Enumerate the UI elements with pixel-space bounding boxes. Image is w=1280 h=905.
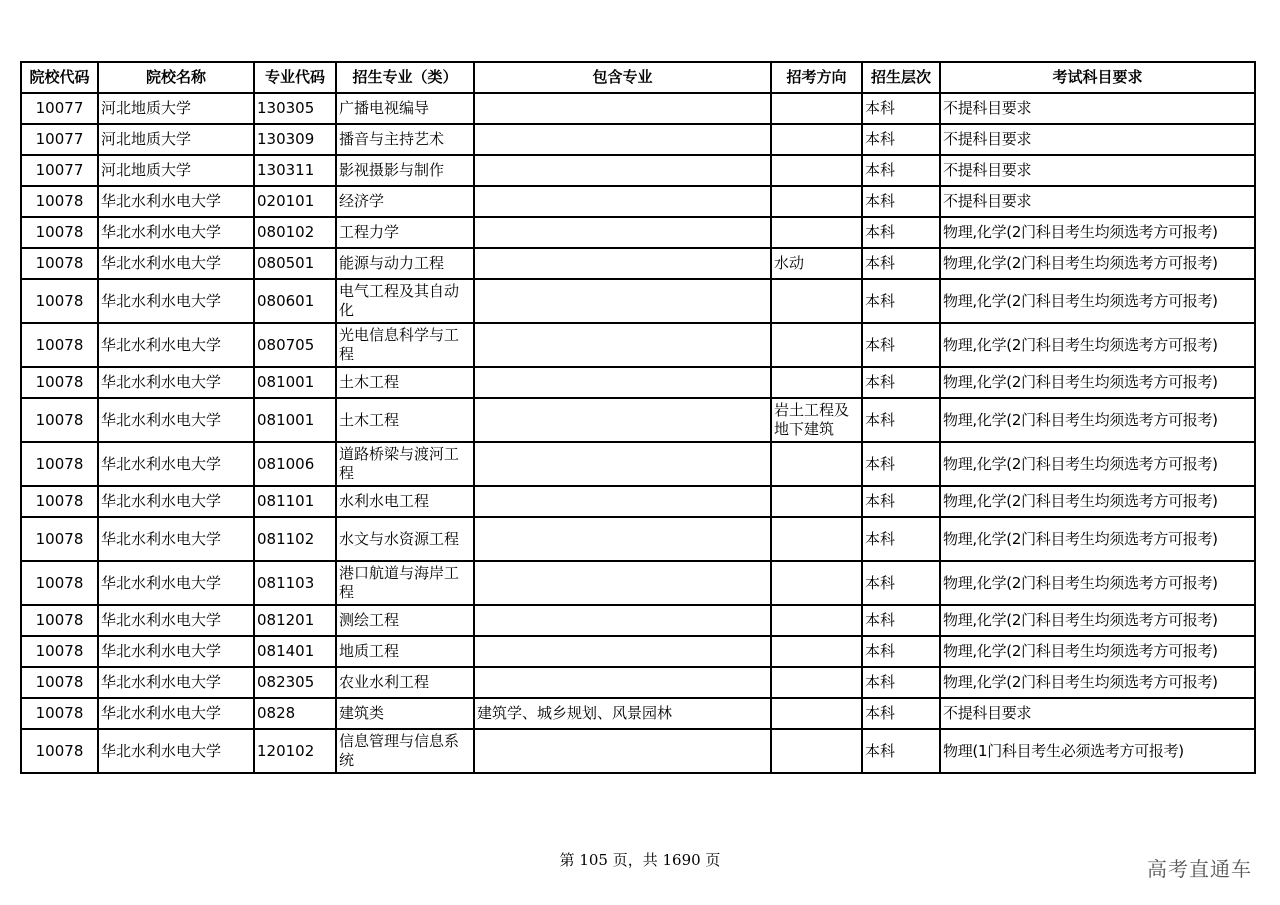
- table-row: [21, 323, 1255, 367]
- school-name-cell: 华北水利水电大学: [98, 442, 254, 486]
- table-row: [21, 605, 1255, 636]
- major-cell: 水利水电工程: [336, 486, 474, 517]
- school-name-cell: 华北水利水电大学: [98, 729, 254, 773]
- school-name-cell: 华北水利水电大学: [98, 279, 254, 323]
- included-majors-cell: [474, 398, 771, 442]
- major-code-cell: 080501: [254, 248, 336, 279]
- major-cell: 电气工程及其自动化: [336, 279, 474, 323]
- level-cell: 本科: [862, 124, 940, 155]
- table-row: [21, 367, 1255, 398]
- included-majors-cell: [474, 279, 771, 323]
- header-subject-requirement: 考试科目要求: [940, 62, 1255, 93]
- subject-requirement-cell: 物理,化学(2门科目考生均须选考方可报考): [940, 561, 1255, 605]
- level-cell: 本科: [862, 667, 940, 698]
- subject-requirement-cell: 不提科目要求: [940, 698, 1255, 729]
- school-code-cell: 10078: [21, 217, 98, 248]
- school-code-cell: 10078: [21, 636, 98, 667]
- school-code-cell: 10078: [21, 442, 98, 486]
- subject-requirement-cell: 不提科目要求: [940, 155, 1255, 186]
- direction-cell: [771, 605, 862, 636]
- direction-cell: [771, 442, 862, 486]
- major-code-cell: 130309: [254, 124, 336, 155]
- direction-cell: [771, 729, 862, 773]
- level-cell: 本科: [862, 636, 940, 667]
- major-code-cell: 082305: [254, 667, 336, 698]
- subject-requirement-cell: 物理,化学(2门科目考生均须选考方可报考): [940, 605, 1255, 636]
- major-code-cell: 081001: [254, 398, 336, 442]
- included-majors-cell: [474, 124, 771, 155]
- major-cell: 港口航道与海岸工程: [336, 561, 474, 605]
- level-cell: 本科: [862, 486, 940, 517]
- included-majors-cell: [474, 442, 771, 486]
- major-code-cell: 081401: [254, 636, 336, 667]
- level-cell: 本科: [862, 248, 940, 279]
- school-name-cell: 华北水利水电大学: [98, 517, 254, 561]
- level-cell: 本科: [862, 323, 940, 367]
- direction-cell: 水动: [771, 248, 862, 279]
- included-majors-cell: [474, 93, 771, 124]
- header-included-majors: 包含专业: [474, 62, 771, 93]
- major-code-cell: 081103: [254, 561, 336, 605]
- school-code-cell: 10078: [21, 667, 98, 698]
- table-row: [21, 186, 1255, 217]
- school-name-cell: 华北水利水电大学: [98, 636, 254, 667]
- direction-cell: [771, 486, 862, 517]
- page-number: 第 105 页，共 1690 页: [559, 851, 721, 869]
- included-majors-cell: [474, 486, 771, 517]
- major-cell: 播音与主持艺术: [336, 124, 474, 155]
- direction-cell: [771, 667, 862, 698]
- table-row: [21, 248, 1255, 279]
- school-code-cell: 10078: [21, 279, 98, 323]
- major-cell: 土木工程: [336, 367, 474, 398]
- table-body: [21, 93, 1255, 773]
- school-code-cell: 10078: [21, 605, 98, 636]
- included-majors-cell: [474, 248, 771, 279]
- included-majors-cell: [474, 186, 771, 217]
- major-code-cell: 081102: [254, 517, 336, 561]
- major-cell: 测绘工程: [336, 605, 474, 636]
- school-code-cell: 10078: [21, 248, 98, 279]
- level-cell: 本科: [862, 442, 940, 486]
- major-code-cell: 130311: [254, 155, 336, 186]
- school-code-cell: 10078: [21, 323, 98, 367]
- direction-cell: [771, 124, 862, 155]
- school-code-cell: 10078: [21, 729, 98, 773]
- major-cell: 经济学: [336, 186, 474, 217]
- school-code-cell: 10078: [21, 367, 98, 398]
- school-name-cell: 河北地质大学: [98, 155, 254, 186]
- direction-cell: [771, 155, 862, 186]
- school-name-cell: 华北水利水电大学: [98, 698, 254, 729]
- table-row: [21, 442, 1255, 486]
- table-row: [21, 486, 1255, 517]
- table-row: [21, 698, 1255, 729]
- major-cell: 能源与动力工程: [336, 248, 474, 279]
- table-row: [21, 279, 1255, 323]
- direction-cell: [771, 323, 862, 367]
- table-row: [21, 217, 1255, 248]
- included-majors-cell: [474, 561, 771, 605]
- included-majors-cell: [474, 667, 771, 698]
- level-cell: 本科: [862, 561, 940, 605]
- major-code-cell: 080601: [254, 279, 336, 323]
- major-cell: 工程力学: [336, 217, 474, 248]
- level-cell: 本科: [862, 398, 940, 442]
- major-code-cell: 120102: [254, 729, 336, 773]
- included-majors-cell: [474, 517, 771, 561]
- level-cell: 本科: [862, 605, 940, 636]
- direction-cell: 岩土工程及地下建筑: [771, 398, 862, 442]
- major-cell: 水文与水资源工程: [336, 517, 474, 561]
- major-cell: 影视摄影与制作: [336, 155, 474, 186]
- school-name-cell: 华北水利水电大学: [98, 605, 254, 636]
- major-code-cell: 081006: [254, 442, 336, 486]
- subject-requirement-cell: 物理,化学(2门科目考生均须选考方可报考): [940, 279, 1255, 323]
- direction-cell: [771, 561, 862, 605]
- major-code-cell: 080102: [254, 217, 336, 248]
- subject-requirement-cell: 物理,化学(2门科目考生均须选考方可报考): [940, 367, 1255, 398]
- subject-requirement-cell: 物理,化学(2门科目考生均须选考方可报考): [940, 217, 1255, 248]
- school-name-cell: 华北水利水电大学: [98, 186, 254, 217]
- included-majors-cell: [474, 605, 771, 636]
- subject-requirement-cell: 不提科目要求: [940, 93, 1255, 124]
- direction-cell: [771, 186, 862, 217]
- school-code-cell: 10078: [21, 698, 98, 729]
- table-row: [21, 124, 1255, 155]
- level-cell: 本科: [862, 698, 940, 729]
- major-cell: 道路桥梁与渡河工程: [336, 442, 474, 486]
- subject-requirement-cell: 不提科目要求: [940, 124, 1255, 155]
- major-code-cell: 0828: [254, 698, 336, 729]
- direction-cell: [771, 279, 862, 323]
- major-cell: 土木工程: [336, 398, 474, 442]
- major-code-cell: 081001: [254, 367, 336, 398]
- included-majors-cell: [474, 729, 771, 773]
- included-majors-cell: 建筑学、城乡规划、风景园林: [474, 698, 771, 729]
- subject-requirement-cell: 物理,化学(2门科目考生均须选考方可报考): [940, 398, 1255, 442]
- header-level: 招生层次: [862, 62, 940, 93]
- school-code-cell: 10078: [21, 517, 98, 561]
- school-name-cell: 华北水利水电大学: [98, 667, 254, 698]
- included-majors-cell: [474, 155, 771, 186]
- major-cell: 信息管理与信息系统: [336, 729, 474, 773]
- level-cell: 本科: [862, 729, 940, 773]
- major-code-cell: 081201: [254, 605, 336, 636]
- header-school-name: 院校名称: [98, 62, 254, 93]
- admission-table: [20, 61, 1256, 774]
- school-code-cell: 10077: [21, 93, 98, 124]
- school-name-cell: 华北水利水电大学: [98, 561, 254, 605]
- level-cell: 本科: [862, 517, 940, 561]
- table-row: [21, 636, 1255, 667]
- included-majors-cell: [474, 217, 771, 248]
- header-major: 招生专业（类）: [336, 62, 474, 93]
- level-cell: 本科: [862, 155, 940, 186]
- school-name-cell: 河北地质大学: [98, 93, 254, 124]
- table-row: [21, 517, 1255, 561]
- school-name-cell: 华北水利水电大学: [98, 398, 254, 442]
- major-code-cell: 081101: [254, 486, 336, 517]
- subject-requirement-cell: 物理,化学(2门科目考生均须选考方可报考): [940, 517, 1255, 561]
- level-cell: 本科: [862, 217, 940, 248]
- major-cell: 地质工程: [336, 636, 474, 667]
- school-code-cell: 10078: [21, 561, 98, 605]
- major-cell: 广播电视编导: [336, 93, 474, 124]
- school-name-cell: 华北水利水电大学: [98, 486, 254, 517]
- school-name-cell: 河北地质大学: [98, 124, 254, 155]
- header-school-code: 院校代码: [21, 62, 98, 93]
- school-code-cell: 10077: [21, 155, 98, 186]
- watermark: 高考直通车: [1147, 857, 1252, 881]
- major-code-cell: 020101: [254, 186, 336, 217]
- subject-requirement-cell: 不提科目要求: [940, 186, 1255, 217]
- school-code-cell: 10078: [21, 486, 98, 517]
- table-row: [21, 667, 1255, 698]
- major-cell: 农业水利工程: [336, 667, 474, 698]
- table-row: [21, 155, 1255, 186]
- header-direction: 招考方向: [771, 62, 862, 93]
- subject-requirement-cell: 物理(1门科目考生必须选考方可报考): [940, 729, 1255, 773]
- level-cell: 本科: [862, 93, 940, 124]
- header-major-code: 专业代码: [254, 62, 336, 93]
- table-row: [21, 398, 1255, 442]
- major-code-cell: 130305: [254, 93, 336, 124]
- major-cell: 建筑类: [336, 698, 474, 729]
- school-code-cell: 10078: [21, 398, 98, 442]
- major-cell: 光电信息科学与工程: [336, 323, 474, 367]
- subject-requirement-cell: 物理,化学(2门科目考生均须选考方可报考): [940, 486, 1255, 517]
- school-name-cell: 华北水利水电大学: [98, 367, 254, 398]
- direction-cell: [771, 367, 862, 398]
- subject-requirement-cell: 物理,化学(2门科目考生均须选考方可报考): [940, 442, 1255, 486]
- subject-requirement-cell: 物理,化学(2门科目考生均须选考方可报考): [940, 667, 1255, 698]
- school-code-cell: 10078: [21, 186, 98, 217]
- level-cell: 本科: [862, 279, 940, 323]
- direction-cell: [771, 93, 862, 124]
- school-name-cell: 华北水利水电大学: [98, 323, 254, 367]
- subject-requirement-cell: 物理,化学(2门科目考生均须选考方可报考): [940, 248, 1255, 279]
- direction-cell: [771, 636, 862, 667]
- school-code-cell: 10077: [21, 124, 98, 155]
- major-code-cell: 080705: [254, 323, 336, 367]
- direction-cell: [771, 217, 862, 248]
- level-cell: 本科: [862, 186, 940, 217]
- table-row: [21, 561, 1255, 605]
- subject-requirement-cell: 物理,化学(2门科目考生均须选考方可报考): [940, 323, 1255, 367]
- included-majors-cell: [474, 367, 771, 398]
- table-row: [21, 729, 1255, 773]
- subject-requirement-cell: 物理,化学(2门科目考生均须选考方可报考): [940, 636, 1255, 667]
- included-majors-cell: [474, 323, 771, 367]
- table-header-row: [21, 62, 1255, 93]
- direction-cell: [771, 698, 862, 729]
- school-name-cell: 华北水利水电大学: [98, 248, 254, 279]
- included-majors-cell: [474, 636, 771, 667]
- direction-cell: [771, 517, 862, 561]
- table-row: [21, 93, 1255, 124]
- school-name-cell: 华北水利水电大学: [98, 217, 254, 248]
- level-cell: 本科: [862, 367, 940, 398]
